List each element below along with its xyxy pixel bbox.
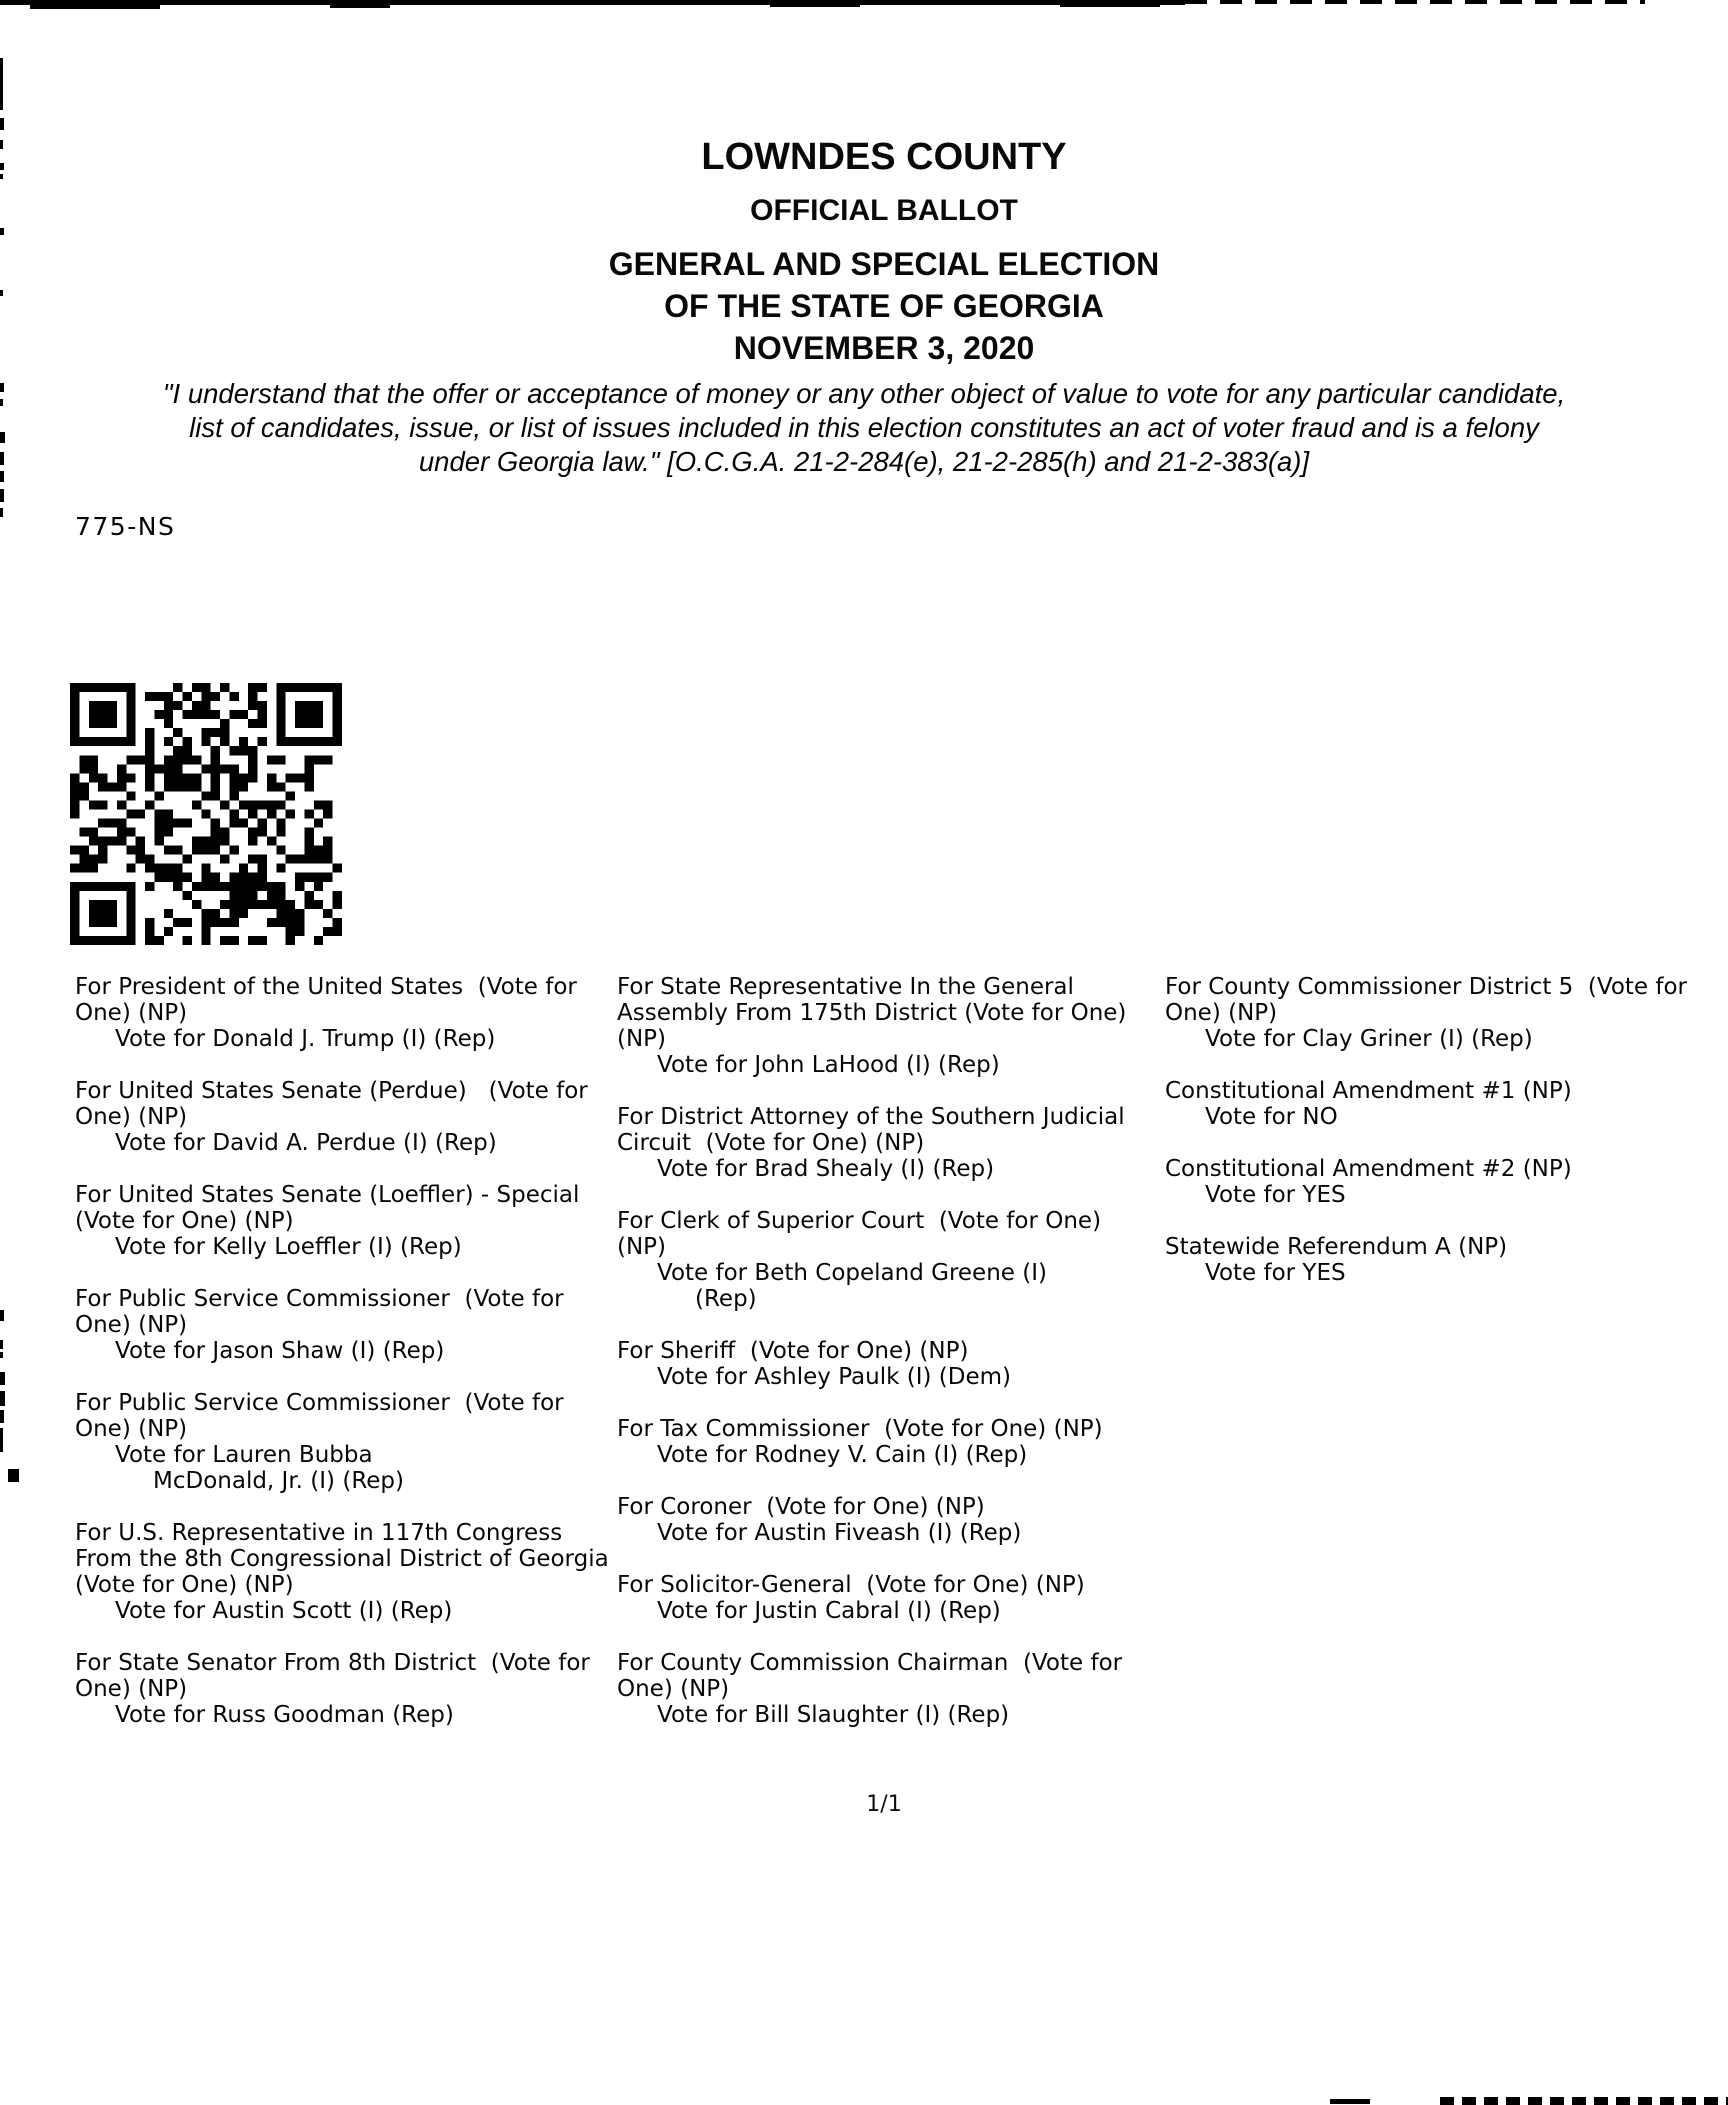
contest-title: For Sheriff (Vote for One) (NP) — [617, 1338, 969, 1364]
contest-title: For Coroner (Vote for One) (NP) — [617, 1494, 985, 1520]
contest — [617, 1208, 1157, 1312]
vote-selection: Vote for Austin Fiveash (I) (Rep) — [657, 1520, 1022, 1546]
scan-artifact-mark — [770, 0, 860, 7]
vote-selection: Vote for David A. Perdue (I) (Rep) — [115, 1130, 497, 1156]
contest-title: For President of the United States (Vote for One) (NP) — [75, 974, 585, 1026]
scan-artifact-mark — [1330, 2099, 1370, 2104]
scan-artifact-mark — [0, 489, 4, 502]
contest-title: For Tax Commissioner (Vote for One) (NP) — [617, 1416, 1103, 1442]
scan-artifact-mark — [0, 432, 5, 443]
contest — [75, 1182, 615, 1260]
scan-artifact-mark — [0, 399, 3, 406]
vote-selection: Vote for Beth Copeland Greene (I) — [657, 1260, 1047, 1286]
contest — [75, 1286, 615, 1364]
scan-artifact-mark — [8, 1469, 19, 1482]
vote-selection: Vote for Bill Slaughter (I) (Rep) — [657, 1702, 1010, 1728]
vote-selection: Vote for YES — [1205, 1182, 1346, 1208]
election-title-line: GENERAL AND SPECIAL ELECTION — [608, 246, 1160, 282]
scan-artifact-mark — [330, 0, 390, 8]
contest — [617, 1338, 1157, 1390]
vote-selection: Vote for Ashley Paulk (I) (Dem) — [657, 1364, 1011, 1390]
contest — [1165, 1234, 1705, 1286]
contest — [617, 1572, 1157, 1624]
scan-artifact-mark — [0, 1340, 3, 1349]
contest-title: For County Commissioner District 5 (Vote for One) (NP) — [1165, 974, 1695, 1026]
scan-artifact-mark — [0, 174, 3, 179]
disclaimer-line: "I understand that the offer or acceptance of money or any other object of value to vote for any particular candidate, — [162, 378, 1566, 409]
contest-title: For Public Service Commissioner (Vote for One) (NP) — [75, 1390, 571, 1442]
scan-artifact-mark — [0, 140, 3, 149]
vote-selection: Vote for Donald J. Trump (I) (Rep) — [115, 1026, 496, 1052]
contest-title: Constitutional Amendment #1 (NP) — [1165, 1078, 1572, 1104]
contest — [1165, 974, 1705, 1052]
page-number: 1/1 — [866, 1792, 902, 1817]
scan-artifact-mark — [0, 0, 1185, 5]
vote-selection: McDonald, Jr. (I) (Rep) — [153, 1468, 404, 1494]
contest — [617, 1494, 1157, 1546]
vote-selection: Vote for Justin Cabral (I) (Rep) — [657, 1598, 1001, 1624]
ballot-column — [75, 974, 615, 1754]
vote-selection: Vote for NO — [1205, 1104, 1338, 1130]
contest-title: For U.S. Representative in 117th Congress From the 8th Congressional District of Georgia (Vote for One) (NP) — [75, 1520, 616, 1598]
scan-artifact-mark — [0, 228, 4, 235]
voter-fraud-disclaimer — [40, 377, 1688, 479]
disclaimer-line: list of candidates, issue, or list of issues included in this election constitutes an act of voter fraud and is a felony — [189, 412, 1539, 443]
contest — [617, 1416, 1157, 1468]
ballot-style-id: 775-NS — [75, 512, 176, 541]
scan-artifact-mark — [0, 290, 3, 296]
contest-title: For State Senator From 8th District (Vote for One) (NP) — [75, 1650, 598, 1702]
vote-selection: Vote for Rodney V. Cain (I) (Rep) — [657, 1442, 1028, 1468]
election-title — [40, 243, 1728, 369]
scan-artifact-mark — [0, 1428, 3, 1452]
contest-title: For Clerk of Superior Court (Vote for One) (NP) — [617, 1208, 1109, 1260]
vote-selection: Vote for Clay Griner (I) (Rep) — [1205, 1026, 1533, 1052]
scan-artifact-mark — [0, 1372, 5, 1385]
vote-selection: Vote for Kelly Loeffler (I) (Rep) — [115, 1234, 462, 1260]
ballot-column — [1165, 974, 1705, 1312]
contest-title: For County Commission Chairman (Vote for One) (NP) — [617, 1650, 1130, 1702]
scan-artifact-mark — [0, 118, 4, 130]
vote-selection: Vote for Jason Shaw (I) (Rep) — [115, 1338, 445, 1364]
scan-artifact-mark — [0, 471, 4, 482]
scan-artifact-mark — [0, 508, 3, 517]
scan-artifact-dashes — [1440, 2097, 1728, 2105]
scan-artifact-mark — [0, 58, 3, 110]
scan-artifact-mark — [0, 1310, 4, 1321]
contest-title: Statewide Referendum A (NP) — [1165, 1234, 1508, 1260]
contest — [75, 1520, 615, 1624]
contest-title: For Solicitor-General (Vote for One) (NP) — [617, 1572, 1085, 1598]
contest — [1165, 1078, 1705, 1130]
scan-artifact-mark — [1060, 1, 1160, 7]
scan-artifact-mark — [0, 1391, 5, 1406]
vote-selection: Vote for Russ Goodman (Rep) — [115, 1702, 454, 1728]
contest-title: For United States Senate (Loeffler) - Special (Vote for One) (NP) — [75, 1182, 595, 1234]
contest — [617, 1104, 1157, 1182]
scan-artifact-mark — [0, 1410, 4, 1423]
contest-title: For District Attorney of the Southern Judicial Circuit (Vote for One) (NP) — [617, 1104, 1132, 1156]
county-title: LOWNDES COUNTY — [701, 136, 1067, 178]
vote-selection: Vote for Austin Scott (I) (Rep) — [115, 1598, 453, 1624]
contest — [75, 1650, 615, 1728]
scan-artifact-dashes — [1185, 0, 1645, 4]
contest — [1165, 1156, 1705, 1208]
contest — [75, 1078, 615, 1156]
disclaimer-line: under Georgia law." [O.C.G.A. 21-2-284(e), 21-2-285(h) and 21-2-383(a)] — [418, 446, 1310, 477]
scan-artifact-mark — [0, 452, 4, 465]
contest — [617, 974, 1157, 1078]
ballot-type-title: OFFICIAL BALLOT — [750, 194, 1018, 227]
scan-artifact-mark — [30, 0, 160, 9]
ballot-column — [617, 974, 1157, 1754]
vote-selection: Vote for Lauren Bubba — [115, 1442, 373, 1468]
scan-artifact-mark — [0, 1352, 3, 1358]
contest-title: For State Representative In the General Assembly From 175th District (Vote for One) (NP) — [617, 974, 1134, 1052]
qr-code-icon — [70, 683, 342, 945]
contest-title: For United States Senate (Perdue) (Vote for One) (NP) — [75, 1078, 596, 1130]
vote-selection: Vote for John LaHood (I) (Rep) — [657, 1052, 1000, 1078]
scan-artifact-mark — [0, 163, 4, 170]
vote-selection: Vote for YES — [1205, 1260, 1346, 1286]
contest — [75, 1390, 615, 1494]
election-title-line: NOVEMBER 3, 2020 — [733, 330, 1035, 366]
contest-title: Constitutional Amendment #2 (NP) — [1165, 1156, 1572, 1182]
election-title-line: OF THE STATE OF GEORGIA — [664, 288, 1104, 324]
vote-selection: (Rep) — [695, 1286, 757, 1312]
vote-selection: Vote for Brad Shealy (I) (Rep) — [657, 1156, 995, 1182]
contest — [75, 974, 615, 1052]
contest — [617, 1650, 1157, 1728]
scan-artifact-mark — [0, 383, 4, 392]
contest-title: For Public Service Commissioner (Vote for One) (NP) — [75, 1286, 571, 1338]
